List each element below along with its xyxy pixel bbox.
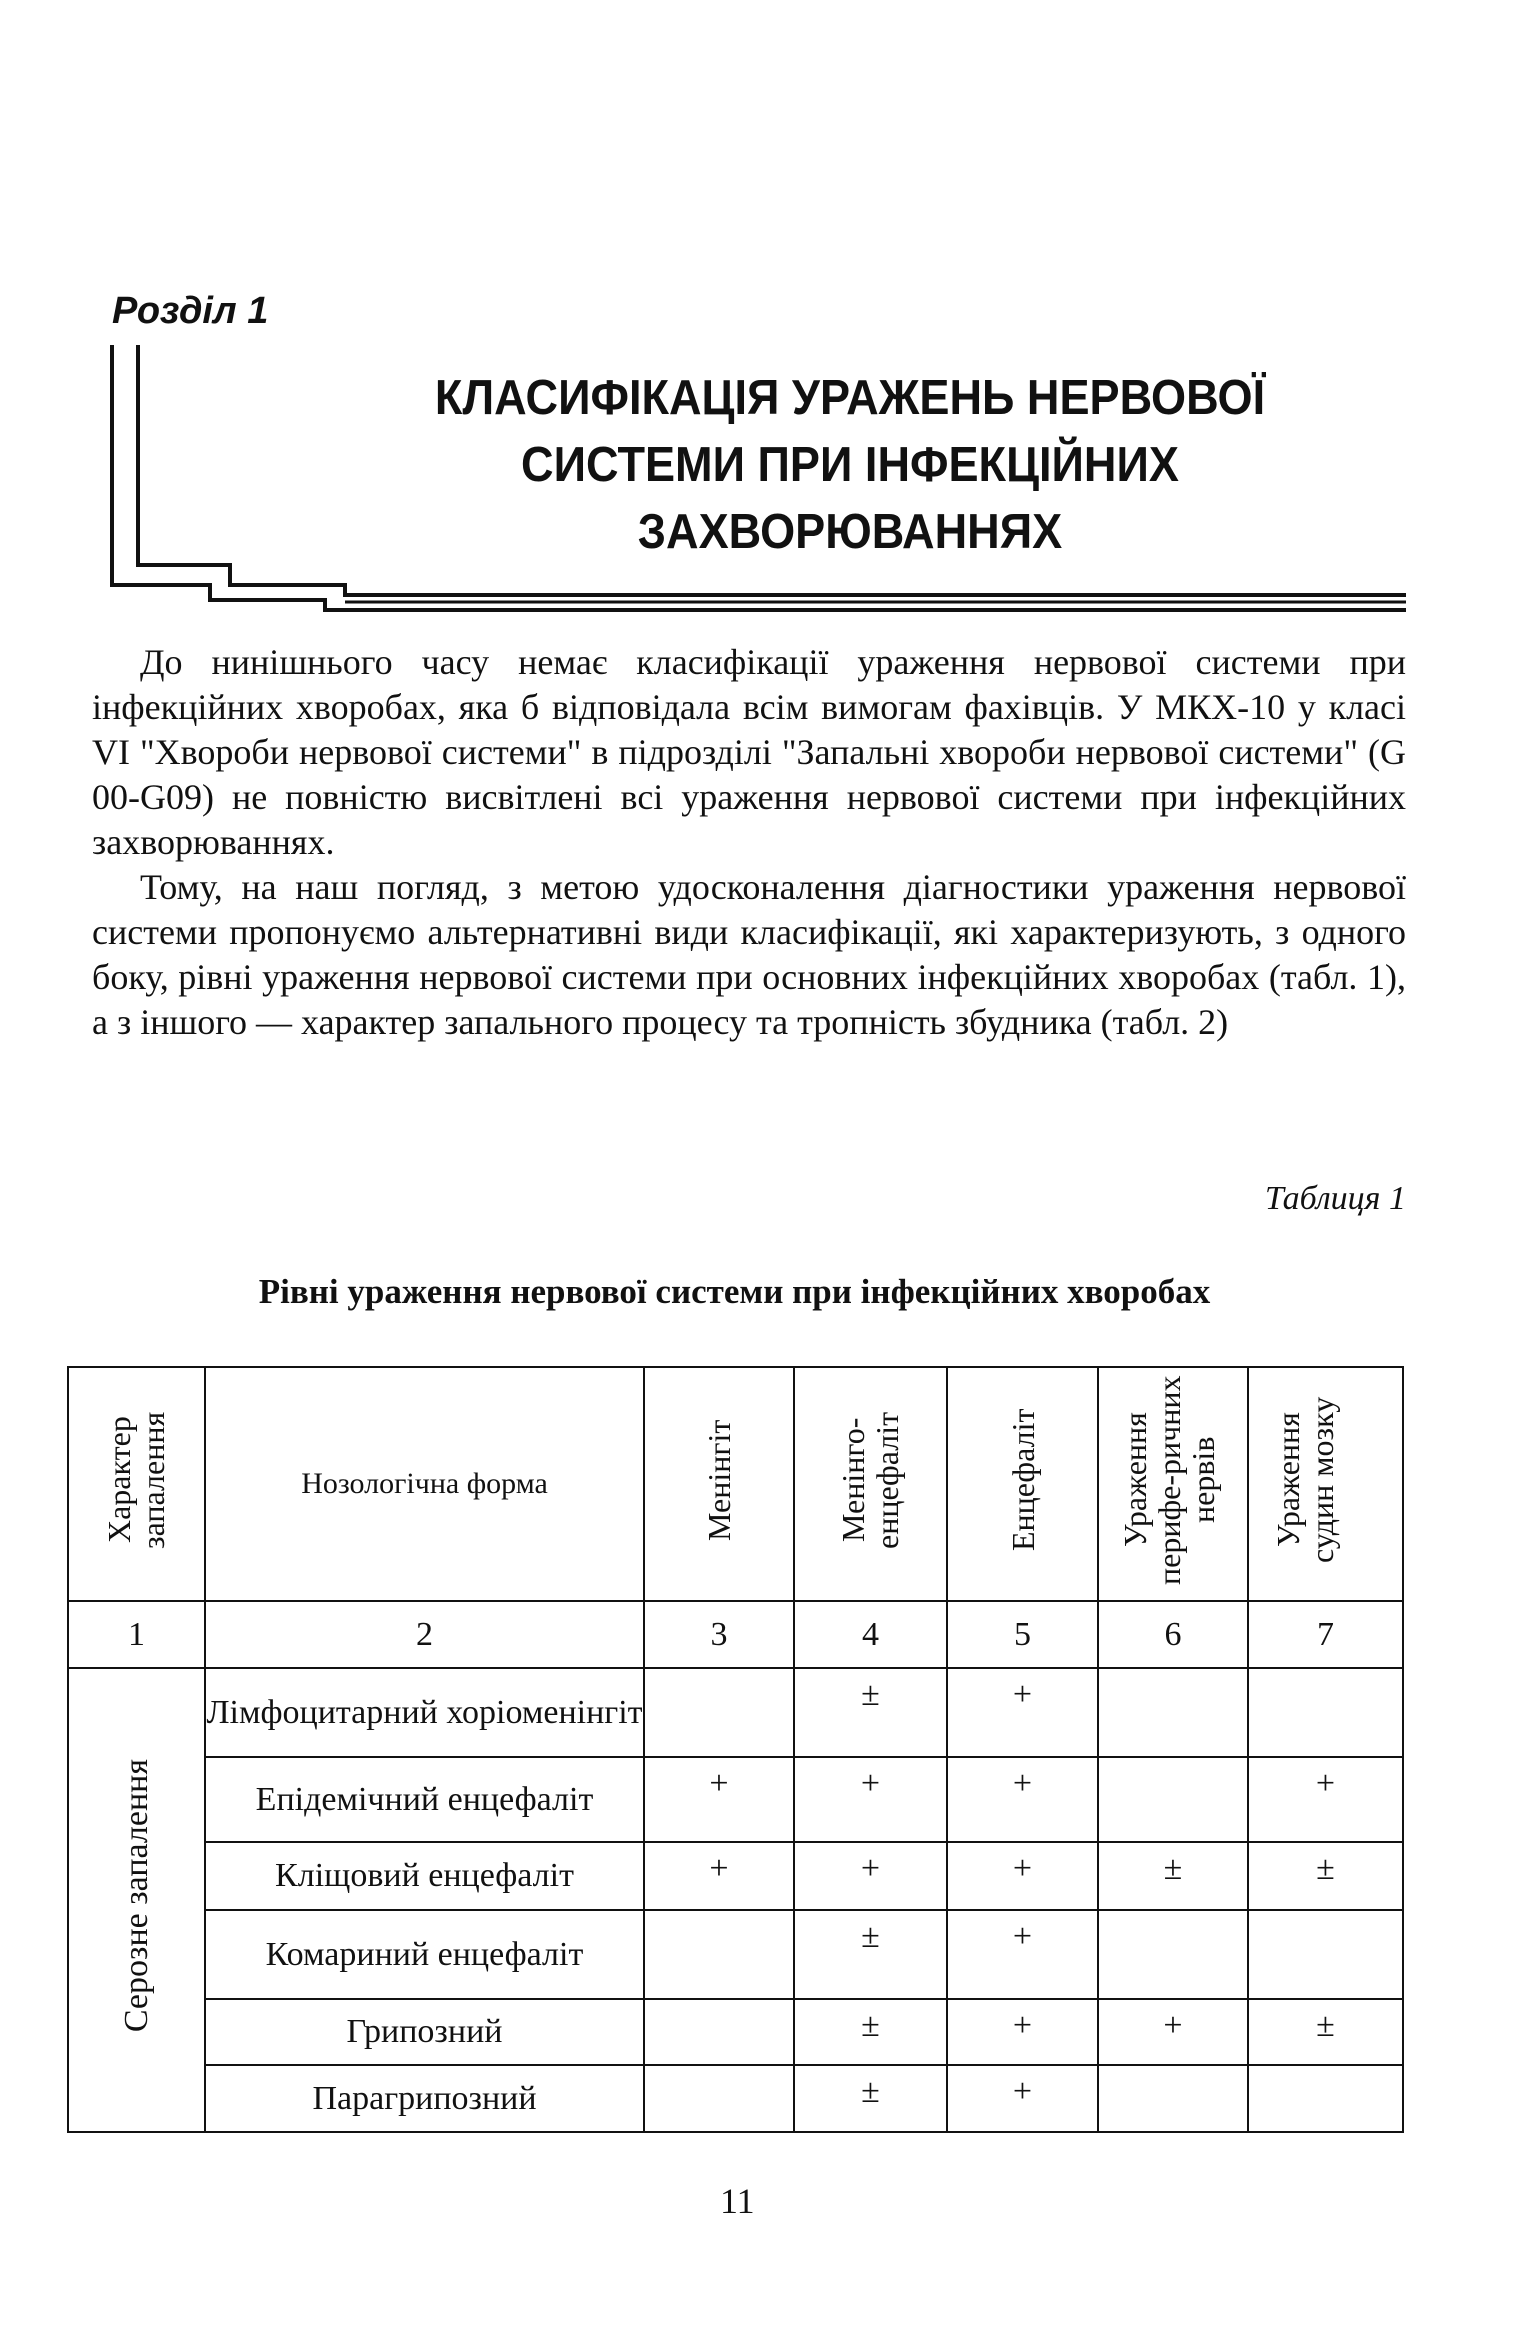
paragraph: Тому, на наш погляд, з метою удосконалення діагностики ураження нервової системи пропонуємо альтернативні види класифікації, які характеризують, з одного боку, рівні ураження нервової системи при основних інфекційних хворобах (табл. 1), а з іншого — характер запального процесу та тропність збудника (табл. 2): [92, 867, 1406, 1042]
section-label: Розділ 1: [112, 290, 269, 332]
mark-cell: +: [947, 1757, 1098, 1842]
title-line: СИСТЕМИ ПРИ ІНФЕКЦІЙНИХ: [521, 438, 1179, 492]
page-number: 11: [720, 2181, 755, 2221]
group-cell: [68, 1668, 205, 2132]
mark-cell: +: [947, 1668, 1098, 1757]
mark-cell: ±: [1248, 1842, 1403, 1910]
table-label: Таблиця 1: [1264, 1180, 1406, 1217]
nosology-cell: Лімфоцитарний хоріоменінгіт: [205, 1668, 644, 1757]
table-row: [68, 1757, 1403, 1842]
column-number-row: [68, 1601, 1403, 1668]
mark-cell: +: [794, 1842, 947, 1910]
mark-cell: +: [947, 1910, 1098, 1999]
table-row: [68, 1910, 1403, 1999]
column-number: 2: [205, 1601, 644, 1668]
mark-cell: ±: [794, 1910, 947, 1999]
title-line: ЗАХВОРЮВАННЯХ: [637, 505, 1063, 559]
table-title: Рівні ураження нервової системи при інфекційних хворобах: [258, 1272, 1211, 1311]
column-header: Нозологічна форма: [205, 1367, 644, 1601]
body-text: [92, 640, 1406, 1045]
mark-cell: +: [1098, 1999, 1248, 2065]
nosology-cell: Парагрипозний: [205, 2065, 644, 2132]
column-header: Менінго-енцефаліт: [834, 1411, 905, 1549]
mark-cell: [1098, 1668, 1248, 1757]
nosology-cell: Кліщовий енцефаліт: [205, 1842, 644, 1910]
column-number: 5: [947, 1601, 1098, 1668]
mark-cell: ±: [1098, 1842, 1248, 1910]
mark-cell: [644, 1910, 794, 1999]
column-header: Характер запалення: [100, 1411, 171, 1549]
table-row: [68, 1999, 1403, 2065]
mark-cell: [1098, 1910, 1248, 1999]
column-number: 6: [1098, 1601, 1248, 1668]
column-number: 1: [68, 1601, 205, 1668]
mark-cell: [644, 2065, 794, 2132]
mark-cell: [1248, 2065, 1403, 2132]
mark-cell: +: [947, 2065, 1098, 2132]
mark-cell: +: [644, 1757, 794, 1842]
chapter-title: [298, 365, 1402, 566]
mark-cell: ±: [1248, 1999, 1403, 2065]
nosology-cell: Комариний енцефаліт: [205, 1910, 644, 1999]
table-row: [68, 1668, 1403, 1757]
column-header: Менінгіт: [701, 1419, 737, 1541]
mark-cell: +: [947, 1999, 1098, 2065]
column-header: Ураження перифе-ричних нервів: [1117, 1375, 1221, 1585]
mark-cell: [644, 1668, 794, 1757]
group-label: Серозне запалення: [117, 1759, 155, 2033]
data-table: [67, 1366, 1404, 2133]
column-number: 4: [794, 1601, 947, 1668]
column-header: Енцефаліт: [1004, 1408, 1041, 1552]
table-header-row: [68, 1367, 1403, 1601]
column-header: Ураження судин мозку: [1269, 1396, 1340, 1564]
nosology-cell: Епідемічний енцефаліт: [205, 1757, 644, 1842]
mark-cell: [1098, 1757, 1248, 1842]
table-row: [68, 1842, 1403, 1910]
mark-cell: [1098, 2065, 1248, 2132]
mark-cell: +: [947, 1842, 1098, 1910]
mark-cell: [1248, 1668, 1403, 1757]
title-line: КЛАСИФІКАЦІЯ УРАЖЕНЬ НЕРВОВОЇ: [434, 371, 1266, 425]
nosology-cell: Грипозний: [205, 1999, 644, 2065]
mark-cell: +: [644, 1842, 794, 1910]
mark-cell: ±: [794, 1668, 947, 1757]
mark-cell: ±: [794, 1999, 947, 2065]
mark-cell: +: [794, 1757, 947, 1842]
column-number: 7: [1248, 1601, 1403, 1668]
mark-cell: ±: [794, 2065, 947, 2132]
mark-cell: [644, 1999, 794, 2065]
table-row: [68, 2065, 1403, 2132]
column-number: 3: [644, 1601, 794, 1668]
mark-cell: +: [1248, 1757, 1403, 1842]
mark-cell: [1248, 1910, 1403, 1999]
paragraph: До нинішнього часу немає класифікації ураження нервової системи при інфекційних хворобах, яка б відповідала всім вимогам фахівців. У МКХ-10 у класі VI "Хвороби нервової системи" в підрозділі "Запальні хвороби нервової системи" (G 00-G09) не повністю висвітлені всі ураження нервової системи при інфекційних захворюваннях.: [92, 642, 1406, 862]
